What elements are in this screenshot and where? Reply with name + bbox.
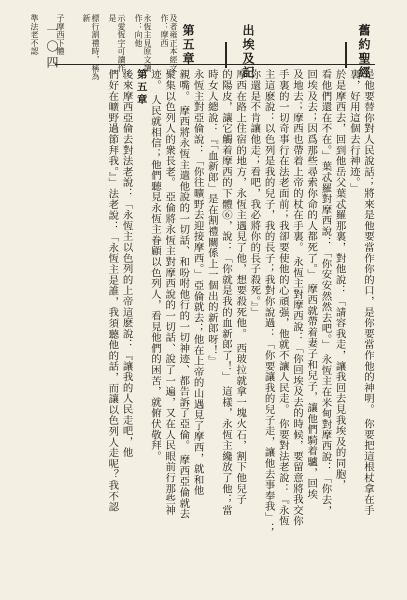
scripture-text [55,64,375,554]
text-column: 回埃及去；因爲那些尋索你命的人都死了。」 摩西就帶着妻子和兒子，讓他們騎着驢，回埃 [305,69,318,500]
text-column: 裏，好用這個去行神迹。」 [347,69,360,194]
text-column: 主這麽說：以色列是我的兒子，我的長子；我對你說過：「你要讓我的兒子走，讓他去事奉我」； [262,69,275,534]
text-column: 摩西在路上住宿的地方，永恆主遇見了他，想要殺死他。 西玻拉就拿一塊火石，割下他兒子 [234,69,247,505]
text-column: 你還是不肯讓他走；看吧，我必將你的長子殺死。』」 [248,69,261,318]
text-column: 迹。 人民就相信；他們聽見永恆主眷顧以色列人，看見他們的困苦，就俯伏敬拜。 [148,69,161,462]
footnote: 準法老不認 [30,14,39,56]
footnote: 及者雍正本經文作：摩西 [160,14,178,73]
footnote: 子摩西下體 [56,14,65,56]
text-column: 們好在曠野過節拜我。』」法老說：「永恆主是誰，我須聽他的話，而讓以色列人走呢？我不認 [106,69,119,513]
book-title: 出埃及記 [241,24,255,80]
footnote: 標行割禮時，稱為新 [82,14,100,81]
text-column: 及地去；摩西也帶着上帝的杖在手裏。 永恆主對摩西說：「你回埃及去的時候，要留意將我交你 [290,69,303,527]
footnote: 示愛恆字可讀作：是 [108,14,126,81]
footnotes [30,14,180,84]
text-column: 的陽皮，讓它觸着摩西的下體⑥，說：「你就是我的血新郎了！」 這樣，永恆主纔放了他；當 [219,69,232,516]
page-number: 一〇四 [45,24,59,72]
text-column: 時女人總說：『「血新郎」是在割禮關係上一個出的新郎呀！』 [205,69,218,367]
text-column: 手裏的一切奇事行在法老面前；我卻要使他的心頑强，他就不讓人民走。 你要對法老說：『永恆 [276,69,289,527]
text-column: 是他要替你對人民說話；將來是他要當作你的口，是你要當作他的神明。 你要把這根杖拿在手 [362,69,374,516]
text-column: 聚集以色列人的衆長老。 亞倫將永恆主對摩西說的一切話、說了一遍，又在人民眼前行那些神 [163,69,176,516]
chapter-label: 第五章 [181,24,195,66]
text-column: 看他們還在不在。」葉忒羅對摩西說：「你安安然然去吧。」 永恆主在米甸對摩西說：「你去， [319,69,332,516]
book-collection-title: 舊約聖經 [357,24,371,80]
text-column: 永恆主對亞倫說：「你往曠野去迎接摩西。」亞倫就去；他在上帝的山遇見了摩西，就和他 [191,69,204,496]
text-column: 於是摩西去，回到他岳父葉忒羅那裏，對他說：「請容我走，讓我回去見我埃及的同胞， [333,69,346,491]
text-column: 後來摩西亞倫去對法老說：「永恆主以色列的上帝這麽說：『讓我的人民走吧，他 [120,69,133,458]
text-column: 親嘴。 摩西將永恆主遣他說的一切話、和吩咐他行的一切神迹、都告訴了亞倫。 摩西亞倫就去 [177,69,190,520]
chapter-heading: 第五章 [134,69,147,107]
footnote: 永恆主見原文讀作：向他 [134,14,152,73]
